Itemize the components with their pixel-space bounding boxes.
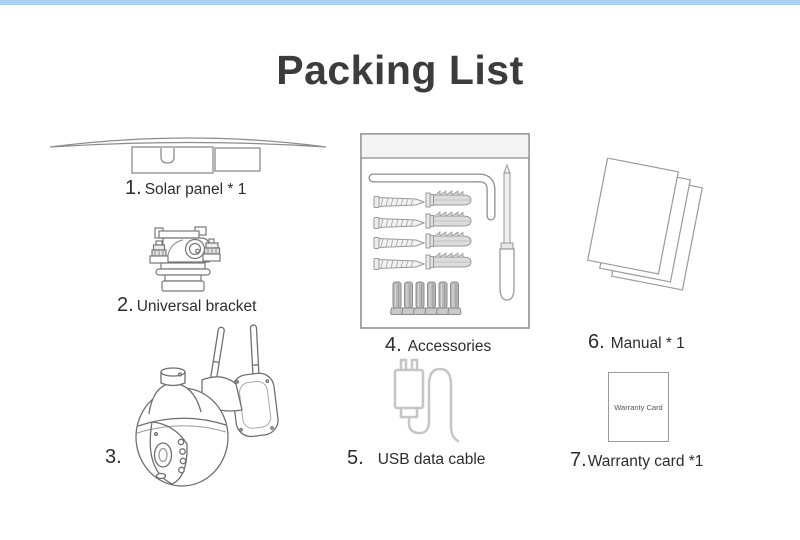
camera-sensor-dot: [155, 433, 158, 436]
bracket-base-neck: [165, 275, 201, 281]
bracket-flange-upper: [161, 263, 205, 269]
warranty-card-illustration: [608, 372, 669, 442]
bracket-base: [162, 281, 204, 291]
item-number: 2.: [117, 294, 134, 316]
item-text: Warranty card *1: [587, 453, 704, 470]
usb-cable-illustration: [390, 357, 475, 445]
item-label-4: [385, 334, 491, 357]
item-number: 5.: [347, 447, 364, 469]
item-label-6: [588, 331, 685, 354]
accessories-box-illustration: [360, 133, 530, 329]
camera-mic-slot: [157, 474, 166, 479]
item-number: 1.: [125, 177, 142, 199]
universal-bracket-illustration: [143, 226, 223, 292]
item-text: Universal bracket: [136, 298, 257, 315]
item-label-1: [125, 177, 246, 200]
usb-connector-body: [395, 370, 423, 408]
bracket-pivot-dot: [196, 249, 200, 253]
usb-prong-left: [401, 360, 406, 370]
item-text: Accessories: [407, 338, 492, 355]
item-text: USB data cable: [377, 451, 486, 468]
bracket-flange-lower: [156, 269, 210, 275]
accessories-header-band: [361, 134, 529, 158]
item-text: Manual * 1: [610, 335, 685, 352]
camera-cone-fill: [149, 383, 201, 420]
solar-bracket-tab: [161, 148, 174, 163]
manual-pages-illustration: [587, 158, 705, 308]
page-title: Packing List: [276, 47, 524, 93]
usb-prong-right: [412, 360, 417, 370]
warranty-card-text: Warranty Card: [614, 402, 663, 412]
camera-cap-screw: [179, 373, 182, 376]
usb-connector-neck: [401, 408, 417, 417]
item-number: 4.: [385, 334, 402, 356]
bracket-top-plate: [159, 231, 199, 238]
item-text: Solar panel * 1: [144, 181, 247, 198]
item-label-7: [570, 449, 703, 472]
item-label-2: [117, 294, 256, 317]
item-number: 7.: [570, 449, 587, 471]
item-number: 3.: [105, 446, 122, 468]
item-label-3: [105, 446, 125, 469]
item-number: 6.: [588, 331, 605, 353]
camera-lens-outer: [155, 443, 172, 467]
top-accent-bar: [0, 0, 800, 5]
solar-panel-surface: [50, 138, 326, 147]
camera-antenna-left: [210, 327, 225, 383]
item-label-5: [347, 447, 485, 470]
solar-panel-illustration: [48, 127, 332, 179]
security-camera-illustration: [122, 322, 287, 490]
solar-bracket-right: [215, 148, 260, 171]
